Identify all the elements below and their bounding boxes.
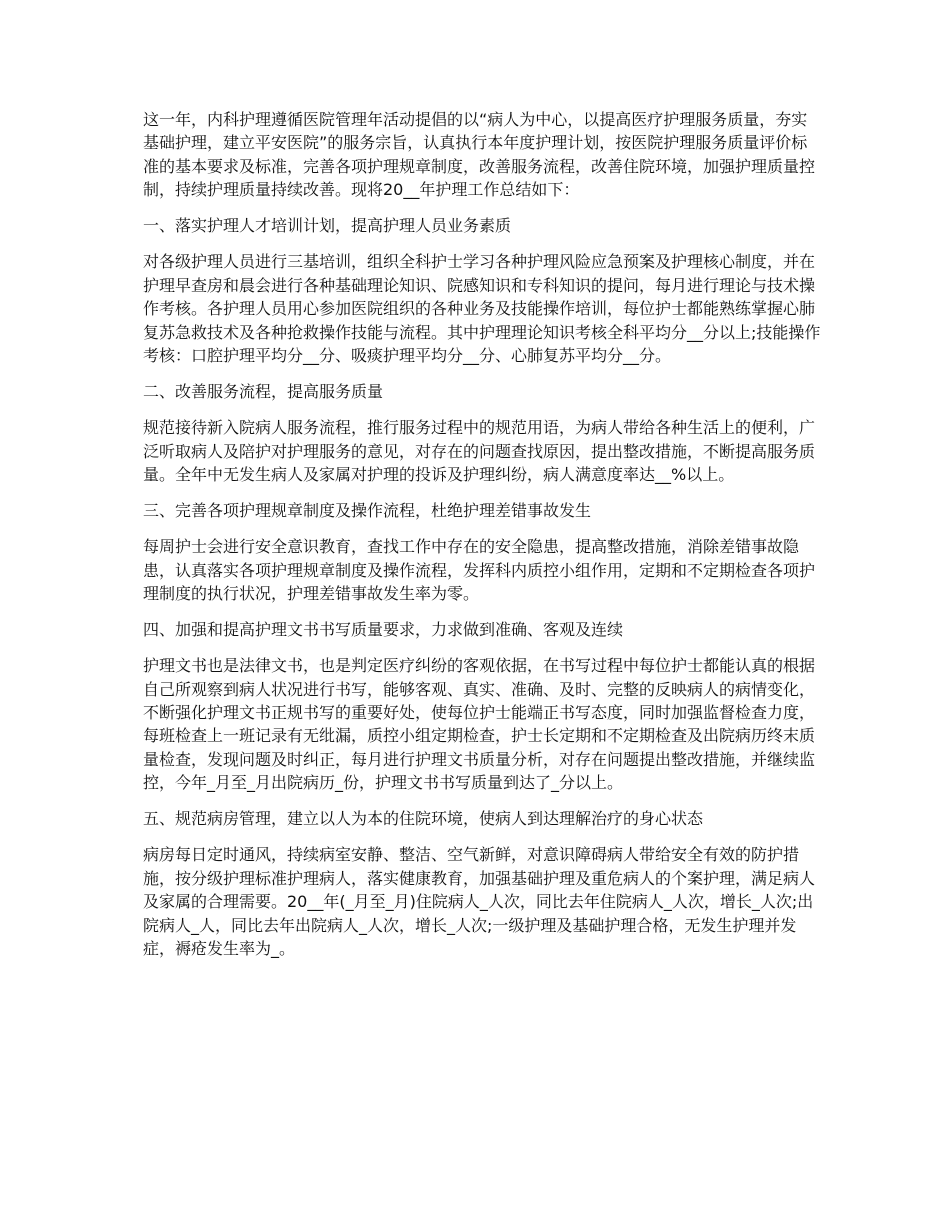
section-3-heading: 三、完善各项护理规章制度及操作流程，杜绝护理差错事故发生	[143, 501, 592, 521]
section-5-body: 病房每日定时通风，持续病室安静、整洁、空气新鲜，对意识障碍病人带给安全有效的防护措施，按分级护理标准护理病人，落实健康教育，加强基础护理及重危病人的个案护理，满足病人及家属的合理需要。20__年(_月至_月)住院病人_人次，同比去年住院病人_人次，增长_人次;出院病人_人，同比去年出院病人_人次，增长_人次;一级护理及基础护理合格，无发生护理并发症，褥疮发生率为_。	[143, 845, 816, 959]
section-1-body: 对各级护理人员进行三基培训，组织全科护士学习各种护理风险应急预案及护理核心制度，并在护理早查房和晨会进行各种基础理论知识、院感知识和专科知识的提问，每月进行理论与技术操作考核。各护理人员用心参加医院组织的各种业务及技能操作培训，每位护士都能熟练掌握心肺复苏急救技术及各种抢救操作技能与流程。其中护理理论知识考核全科平均分__分以上;技能操作考核：口腔护理平均分__分、吸痰护理平均分__分、心肺复苏平均分__分。	[143, 252, 821, 366]
section-1-heading: 一、落实护理人才培训计划，提高护理人员业务素质	[143, 216, 512, 236]
section-2-body: 规范接待新入院病人服务流程，推行服务过程中的规范用语，为病人带给各种生活上的便利，广泛听取病人及陪护对护理服务的意见，对存在的问题查找原因，提出整改措施，不断提高服务质量。全年中无发生病人及家属对护理的投诉及护理纠纷，病人满意度率达__%以上。	[143, 418, 816, 485]
section-5-heading: 五、规范病房管理，建立以人为本的住院环境，使病人到达理解治疗的身心状态	[143, 809, 704, 829]
section-3-body: 每周护士会进行安全意识教育，查找工作中存在的安全隐患，提高整改措施，消除差错事故隐患，认真落实各项护理规章制度及操作流程，发挥科内质控小组作用，定期和不定期检查各项护理制度的执行状况，护理差错事故发生率为零。	[143, 537, 816, 604]
document-page	[143, 108, 823, 973]
section-4-body: 护理文书也是法律文书，也是判定医疗纠纷的客观依据，在书写过程中每位护士都能认真的根据自己所观察到病人状况进行书写，能够客观、真实、准确、及时、完整的反映病人的病情变化，不断强化护理文书正规书写的重要好处，使每位护士能端正书写态度，同时加强监督检查力度，每班检查上一班记录有无纰漏，质控小组定期检查，护士长定期和不定期检查及出院病历终末质量检查，发现问题及时纠正，每月进行护理文书质量分析，对存在问题提出整改措施，并继续监控，今年_月至_月出院病历_份，护理文书书写质量到达了_分以上。	[143, 656, 816, 793]
section-2-heading: 二、改善服务流程，提高服务质量	[143, 382, 384, 402]
section-4-heading: 四、加强和提高护理文书书写质量要求，力求做到准确、客观及连续	[143, 620, 624, 640]
intro-paragraph: 这一年，内科护理遵循医院管理年活动提倡的以“病人为中心，以提高医疗护理服务质量，夯实基础护理，建立平安医院”的服务宗旨，认真执行本年度护理计划，按医院护理服务质量评价标准的基本要求及标准，完善各项护理规章制度，改善服务流程，改善住院环境，加强护理质量控制，持续护理质量持续改善。现将20__年护理工作总结如下：	[143, 110, 816, 200]
